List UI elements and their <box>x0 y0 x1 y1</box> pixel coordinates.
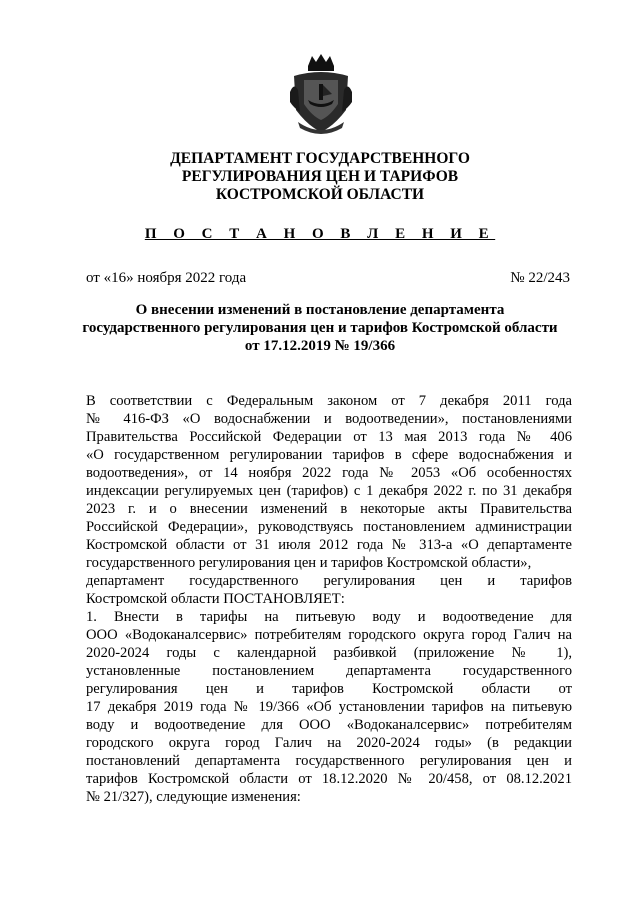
body-line: Российской Федерации», руководствуясь постановлением администрации <box>86 519 572 535</box>
coat-of-arms-icon <box>286 52 356 138</box>
subject-line-3: от 17.12.2019 № 19/366 <box>244 338 396 354</box>
department-name-line-1: ДЕПАРТАМЕНТ ГОСУДАРСТВЕННОГО <box>170 150 470 167</box>
body-line: № 21/327), следующие изменения: <box>86 789 301 805</box>
body-line: государственного регулирования цен и тарифов Костромской области», <box>86 555 532 571</box>
body-line: «О государственном регулировании тарифов в сфере водоснабжения и <box>86 447 572 463</box>
body-line: 2020-2024 годы с календарной разбивкой (приложение № 1), <box>86 645 572 661</box>
body-line: воду и водоотведение для ООО «Водоканалсервис» потребителям <box>86 717 572 733</box>
body-line: Правительства Российской Федерации от 13 мая 2013 года № 406 <box>86 429 572 445</box>
body-line: В соответствии с Федеральным законом от 7 декабря 2011 года <box>86 393 572 409</box>
body-line: водоотведения», от 14 ноября 2022 года № 2053 «Об особенностях <box>86 465 572 481</box>
body-line: постановлений департамента государственного регулирования цен и <box>86 753 572 769</box>
document-type-title: П О С Т А Н О В Л Е Н И Е <box>144 226 496 242</box>
body-line: ООО «Водоканалсервис» потребителям городского округа город Галич на <box>86 627 572 643</box>
body-line: 2023 г. и о внесении изменений в некоторые акты Правительства <box>86 501 572 517</box>
body-line: тарифов Костромской области от 18.12.2020 № 20/458, от 08.12.2021 <box>86 771 572 787</box>
subject-line-1: О внесении изменений в постановление департамента <box>135 302 505 318</box>
body-line: установленные постановлением департамента государственного <box>86 663 572 679</box>
document-number: № 22/243 <box>510 270 570 286</box>
body-line: департамент государственного регулирования цен и тарифов <box>86 573 572 589</box>
body-line: Костромской области от 31 июля 2012 года № 313-а «О департаменте <box>86 537 572 553</box>
body-line: регулирования цен и тарифов Костромской области от <box>86 681 572 697</box>
department-name-line-3: КОСТРОМСКОЙ ОБЛАСТИ <box>215 186 425 203</box>
body-line: 1. Внести в тарифы на питьевую воду и водоотведение для <box>86 609 572 625</box>
department-name-line-2: РЕГУЛИРОВАНИЯ ЦЕН И ТАРИФОВ <box>181 168 459 185</box>
subject-line-2: государственного регулирования цен и тарифов Костромской области <box>82 320 558 336</box>
body-line: городского округа город Галич на 2020-2024 годы» (в редакции <box>86 735 572 751</box>
body-line: 17 декабря 2019 года № 19/366 «Об установлении тарифов на питьевую <box>86 699 572 715</box>
body-line: индексации регулируемых цен (тарифов) с 1 декабря 2022 г. по 31 декабря <box>86 483 572 499</box>
body-line: Костромской области ПОСТАНОВЛЯЕТ: <box>86 591 345 607</box>
body-line: № 416-ФЗ «О водоснабжении и водоотведении», постановлениями <box>86 411 572 427</box>
document-date: от «16» ноября 2022 года <box>86 270 247 286</box>
